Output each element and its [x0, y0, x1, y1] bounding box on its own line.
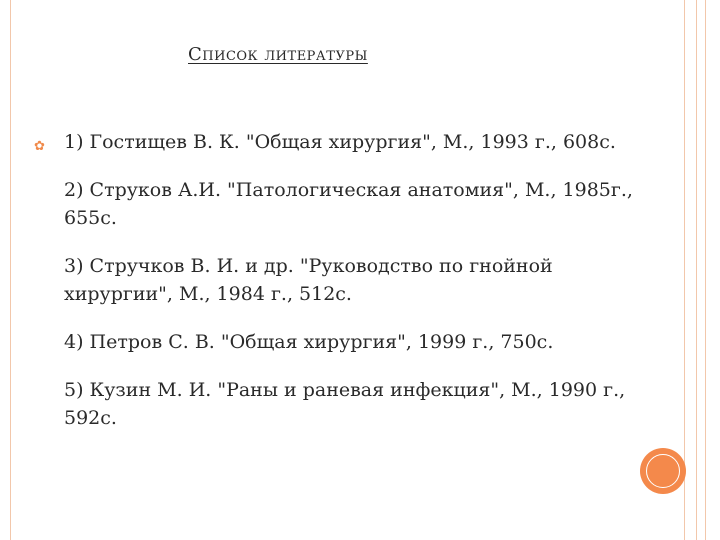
slide-title: Список литературы	[188, 44, 368, 65]
bibliography-list	[64, 128, 654, 452]
accent-ring-icon	[646, 454, 680, 488]
flower-bullet-icon: ✿	[34, 139, 45, 154]
bibliography-entry-1: 1) Гостищев В. К. "Общая хирургия", М., 1993 г., 608с.	[64, 131, 616, 153]
bibliography-entry-2: 2) Струков А.И. "Патологическая анатомия", М., 1985г., 655с.	[64, 179, 633, 229]
bibliography-entry-4: 4) Петров С. В. "Общая хирургия", 1999 г., 750с.	[64, 331, 554, 353]
right-decor-line-inner	[684, 0, 685, 540]
bibliography-entry-3: 3) Стручков В. И. и др. "Руководство по гнойной хирургии", М., 1984 г., 512с.	[64, 255, 553, 305]
right-decor-line-outer	[696, 0, 697, 540]
bibliography-entry-5: 5) Кузин М. И. "Раны и раневая инфекция", М., 1990 г., 592с.	[64, 379, 626, 429]
